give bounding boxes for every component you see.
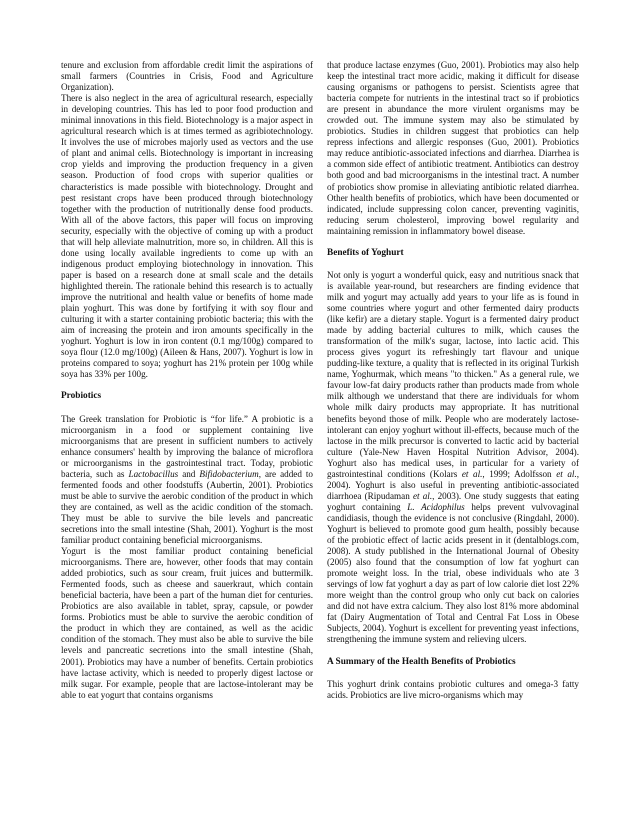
probiotics-heading: Probiotics	[61, 391, 102, 402]
text-run: and	[178, 468, 200, 479]
yoghurt-benefits-paragraph	[327, 270, 579, 646]
probiotics-benefits-paragraph: that produce lactase enzymes (Guo, 2001). Probiotics may also help keep the intestinal tract more acidic, making it difficult for disease causing organisms or pathogens to persist. Scientists agree that bacteria compete for nutrients in the intestinal tract so if probiotics are present in abundance the more virulent organisms may be crowded out. The immune system may also be stimulated by probiotics. Studies in children suggest that probiotics can help repress infections and allergic responses (Guo, 2001). Probiotics may reduce antibiotic-associated infections and diarrhea. Diarrhea is a common side effect of antibiotic treatment. Antibiotics can destroy both good and bad microorganisms in the intestinal tract. A number of probiotics show promise in alleviating antibiotic related diarrhea. Other health benefits of probiotics, which have been documented or indicated, include suppressing colon cancer, preventing vaginitis, reducing serum cholesterol, improving bowel regularity and maintaining remission in inflammatory bowel disease.	[327, 60, 579, 236]
summary-heading: A Summary of the Health Benefits of Probiotics	[327, 656, 516, 667]
text-run: , 2004). Yoghurt is also useful in preventing antibiotic-associated diarrhoea (Ripudaman	[327, 468, 580, 501]
spacer	[327, 237, 579, 248]
bifidobacterium-italic: Bifidobacterium	[199, 468, 259, 479]
spacer	[61, 380, 313, 391]
benefits-of-yoghurt-heading: Benefits of Yoghurt	[327, 247, 404, 258]
probiotics-paragraph-1	[61, 414, 313, 547]
spacer	[327, 645, 579, 656]
right-column	[327, 60, 579, 701]
left-column	[61, 60, 313, 701]
et-al-italic: et al.	[556, 468, 577, 479]
spacer	[327, 668, 579, 679]
et-al-italic: et al.	[412, 490, 433, 501]
text-run: , 2003). One study suggests that eating yoghurt containing	[327, 490, 580, 512]
lactobacillus-italic: Lactobacillus	[128, 468, 179, 479]
text-run: , 1999; Adolfsson	[482, 468, 557, 479]
text-run: , are added to fermented foods and other foodstuffs (Aubertin, 2001). Probiotics must be able to survive the aerobic condition of the product in which they are contained, as well as the acidic condition of the stomach. They must be able to survive the bile levels and pancreatic secretions into the small intestine (Shah, 2001). Yoghurt is the most familiar product containing beneficial microorganisms.	[61, 468, 313, 546]
text-run: Not only is yogurt a wonderful quick, easy and nutritious snack that is available year-round, but researchers are finding evidence that milk and yogurt may actually add years to your life as is found in some countries where yogurt and other fermented dairy products (like kefir) are a dietary staple. Yogurt is a fermented dairy product made by adding bacterial cultures to milk, which causes the transformation of the milk's sugar, lactose, into lactic acid. This process gives yogurt its refreshingly tart flavour and unique pudding-like texture, a quality that is reflected in its original Turkish name, Yoghurmak, which means "to thicken." As a general rule, we favour low-fat dairy products rather than products made from whole milk although we understand that there are individuals for whom whole milk dairy products may appropriate. It has nutritional benefits beyond those of milk. People who are moderately lactose-intolerant can enjoy yoghurt without ill-effects, because much of the lactose in the milk precursor is converted to lactic acid by bacterial culture (Yale-New Haven Hospital Nutrition Advisor, 2004). Yoghurt also has medical uses, in particular for a variety of gastrointestinal conditions (Kolars	[327, 269, 579, 479]
summary-paragraph: This yoghurt drink contains probiotic cultures and omega-3 fatty acids. Probiotics are live micro-organisms which may	[327, 678, 579, 700]
l-acidophilus-italic: L. Acidophilus	[407, 501, 465, 512]
text-run: helps prevent vulvovaginal candidiasis, though the evidence is not conclusive (Ringdahl, 2000). Yoghurt is believed to promote good gum health, possibly because of the probiotic effect of lactic acids present in it (dentalblogs.com, 2008). A study published in the International Journal of Obesity (2005) also found that the consumption of low fat yoghurt can promote weight loss. In the trial, obese individuals who ate 3 servings of low fat yoghurt a day as part of low calorie diet lost 22% more weight than the control group who only cut back on calories and did not have extra calcium. They also lost 81% more abdominal fat (Dairy Augmentation of Total and Central Fat Loss in Obese Subjects, 2004). Yoghurt is excellent for preventing yeast infections, strengthening the immune system and relieving ulcers.	[327, 501, 579, 645]
spacer	[61, 402, 313, 413]
et-al-italic: et al.	[461, 468, 483, 479]
intro-paragraph-tail: tenure and exclusion from affordable credit limit the aspirations of small farmers (Countries in Crisis, Food and Agriculture Organization).	[61, 60, 313, 93]
biotechnology-paragraph: There is also neglect in the area of agricultural research, especially in developing countries. This has led to poor food production and minimal innovations in this field. Biotechnology is a major aspect in agricultural research which is at times termed as agribiotechnology. It involves the use of microbes majorly used as vectors and the use of plant and animal cells. Biotechnology is important in increasing crop yields and improving the production frequency in a given season. Production of food crops with superior qualities or characteristics is made possible with biotechnology. Drought and pest resistant crops have been produced through biotechnology together with the production of nutritionally dense food products. With all of the above factors, this paper will focus on improving security, especially with the objective of coming up with a product that will help alleviate malnutrition, more so, in children. All this is done using locally available ingredients to come up with an indigenous product employing biotechnology in innovation. This paper is based on a research done at small scale and the details highlighted therein. The rationale behind this research is to actually improve the nutritional and health value or benefits of home made plain yoghurt. This was done by fortifying it with soy flour and culturing it with a starter containing probiotic bacteria; this with the aim of increasing the protein and iron amounts specifically in the yoghurt. Yoghurt is low in iron content (0.1 mg/100g) compared to soya flour (12.0 mg/100g) (Aileen & Hans, 2007). Yoghurt is low in proteins compared to soya; yoghurt has 21% protein per 100g while soya has 33% per 100g.	[61, 93, 313, 380]
spacer	[327, 259, 579, 270]
probiotics-paragraph-2: Yogurt is the most familiar product containing beneficial microorganisms. There are, however, other foods that may contain added probiotics, such as sour cream, fruit juices and buttermilk. Fermented foods, such as cheese and sauerkraut, which contain beneficial bacteria, have been a part of the human diet for centuries. Probiotics are also available in tablet, spray, capsule, or powder forms. Probiotics must be able to survive the aerobic condition of the product in which they are contained, as well as the acidic condition of the stomach. They must also be able to survive the bile levels and pancreatic secretions into the small intestine (Shah, 2001). Probiotics may have a number of benefits. Certain probiotics have lactase activity, which is needed to properly digest lactose or milk sugar. For example, people that are lactose-intolerant may be able to eat yogurt that contains organisms	[61, 546, 313, 700]
text-run: The Greek translation for Probiotic is “for life.” A probiotic is a microorganism in a food or supplement containing live microorganisms that are present in sufficient numbers to actively enhance consumers' health by improving the balance of microflora or microorganisms in the gastrointestinal tract. Today, probiotic bacteria, such as	[61, 413, 313, 479]
